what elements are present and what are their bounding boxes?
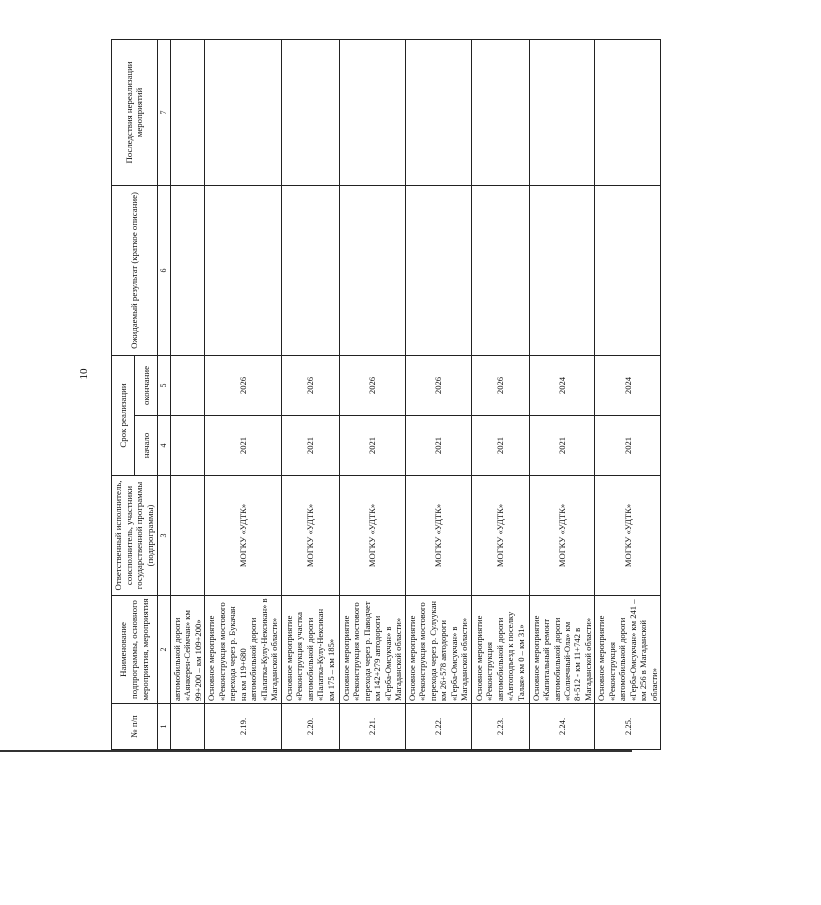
row-executor: МОГКУ «УДТК» (595, 476, 661, 596)
table-row (281, 39, 339, 749)
row-end-year: 2026 (205, 355, 281, 415)
row-start-year (170, 416, 204, 476)
table-row (529, 39, 595, 749)
header-start: начало (134, 416, 157, 476)
row-executor (170, 476, 204, 596)
header-end: окончание (134, 355, 157, 415)
row-name: Основное мероприятие «Реконструкция участка автомобильной дороги «Палатка-Кулу-Нексикан км 175 – км 185» (281, 596, 339, 704)
header-result: Ожидаемый результат (краткое описание) (112, 185, 158, 355)
row-end-year: 2026 (339, 355, 405, 415)
header-row-1 (112, 39, 135, 749)
row-result (339, 185, 405, 355)
table-row (595, 39, 661, 749)
table-row (205, 39, 281, 749)
header-no: № п/п (112, 704, 158, 750)
column-number: 6 (157, 185, 170, 355)
row-start-year: 2021 (405, 416, 471, 476)
page-number: 10 (78, 368, 90, 380)
row-name: автомобильной дороги «Аянкерен-Сеймчан» км 99+200 – км 109+200» (170, 596, 204, 704)
row-name: Основное мероприятие «Реконструкция автомобильной дороги «Автоподъезд к поселку Талая» км 0 – км 31» (471, 596, 529, 704)
row-name: Основное мероприятие «Реконструкция автомобильной дороги «Герба-Омсукчан» км 241 – км 256 в Магаданской области» (595, 596, 661, 704)
column-number: 7 (157, 39, 170, 185)
row-executor: МОГКУ «УДТК» (405, 476, 471, 596)
row-end-year: 2026 (405, 355, 471, 415)
table-row (170, 39, 204, 749)
row-start-year: 2021 (529, 416, 595, 476)
table-row (339, 39, 405, 749)
row-result (205, 185, 281, 355)
row-consequences (471, 39, 529, 185)
rotated-table-container (111, 40, 659, 750)
row-number: 2.20. (281, 704, 339, 750)
row-start-year: 2021 (281, 416, 339, 476)
row-consequences (205, 39, 281, 185)
row-end-year: 2024 (595, 355, 661, 415)
row-start-year: 2021 (471, 416, 529, 476)
header-consequences: Последствия нереализации мероприятий (112, 39, 158, 185)
column-number: 2 (157, 596, 170, 704)
row-number (170, 704, 204, 750)
column-number: 1 (157, 704, 170, 750)
row-consequences (405, 39, 471, 185)
row-result (471, 185, 529, 355)
bottom-rule (0, 750, 632, 752)
row-number: 2.25. (595, 704, 661, 750)
row-consequences (529, 39, 595, 185)
row-result (405, 185, 471, 355)
table-row (405, 39, 471, 749)
row-name: Основное мероприятие «Реконструкция мостового перехода через р. Паводчет км 142+279 автодороги «Герба-Омсукчан» в Магаданской области» (339, 596, 405, 704)
row-number: 2.22. (405, 704, 471, 750)
row-executor: МОГКУ «УДТК» (471, 476, 529, 596)
column-number-row (157, 39, 170, 749)
row-executor: МОГКУ «УДТК» (529, 476, 595, 596)
column-number: 4 (157, 416, 170, 476)
row-end-year (170, 355, 204, 415)
program-table (111, 39, 661, 750)
row-start-year: 2021 (339, 416, 405, 476)
row-end-year: 2024 (529, 355, 595, 415)
header-period: Срок реализации (112, 355, 135, 475)
row-executor: МОГКУ «УДТК» (339, 476, 405, 596)
row-name: Основное мероприятие «Капитальный ремонт автомобильной дороги «Солнечный-Ола» км 8+512 - км 11+742 в Магаданской области» (529, 596, 595, 704)
row-name: Основное мероприятие «Реконструкция мостового перехода через р. Бyкачан на км 119+680 автомобильной дороги «Палатка-Кулу-Нексикан» в Магаданской области» (205, 596, 281, 704)
row-consequences (170, 39, 204, 185)
row-start-year: 2021 (205, 416, 281, 476)
row-end-year: 2026 (281, 355, 339, 415)
row-result (529, 185, 595, 355)
header-executor: Ответственный исполнитель, соисполнитель, участники государственной программы (подпрограммы) (112, 476, 158, 596)
column-number: 5 (157, 355, 170, 415)
row-number: 2.24. (529, 704, 595, 750)
table-wrapper (111, 40, 821, 738)
row-executor: МОГКУ «УДТК» (205, 476, 281, 596)
row-number: 2.21. (339, 704, 405, 750)
row-consequences (281, 39, 339, 185)
row-name: Основное мероприятие «Реконструкция мостового перехода через р. Сулуукан км 26+578 автодороги «Герба-Омсукчан» в Магаданской области» (405, 596, 471, 704)
column-number: 3 (157, 476, 170, 596)
row-consequences (595, 39, 661, 185)
row-end-year: 2026 (471, 355, 529, 415)
row-executor: МОГКУ «УДТК» (281, 476, 339, 596)
row-number: 2.23. (471, 704, 529, 750)
header-name: Наименование подпрограммы, основного мероприятия, мероприятия (112, 596, 158, 704)
row-result (281, 185, 339, 355)
row-number: 2.19. (205, 704, 281, 750)
table-row (471, 39, 529, 749)
row-start-year: 2021 (595, 416, 661, 476)
row-consequences (339, 39, 405, 185)
row-result (595, 185, 661, 355)
row-result (170, 185, 204, 355)
